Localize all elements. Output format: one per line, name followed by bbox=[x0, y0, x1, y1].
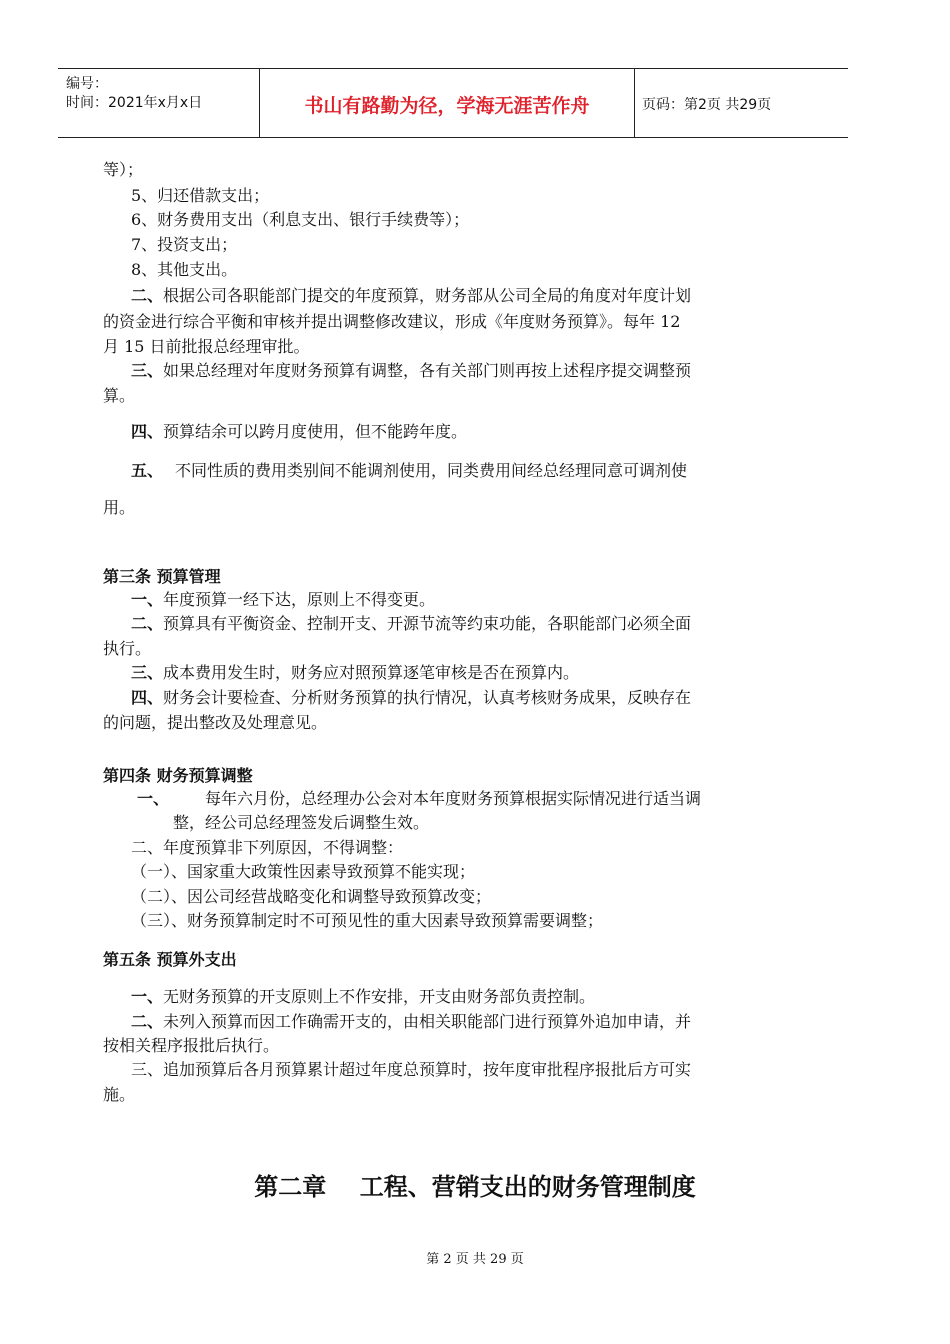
paragraph-line: 的问题，提出整改及处理意见。 bbox=[103, 713, 328, 732]
section-title: 第五条 预算外支出 bbox=[103, 950, 237, 969]
paragraph-line bbox=[131, 588, 435, 612]
paragraph-line bbox=[131, 661, 579, 685]
item-number: 二、 bbox=[131, 1012, 164, 1031]
paragraph-line: 执行。 bbox=[103, 639, 152, 658]
paragraph-line: 的资金进行综合平衡和审核并提出调整修改建议，形成《年度财务预算》。每年 12 bbox=[103, 312, 681, 331]
paragraph-line bbox=[131, 612, 691, 636]
chapter-title: 第二章 工程、营销支出的财务管理制度 bbox=[254, 1172, 696, 1201]
paragraph-line bbox=[131, 284, 691, 308]
item-number: 三、 bbox=[131, 361, 164, 380]
item-number: 一、 bbox=[131, 590, 164, 609]
paragraph-line: 二、年度预算非下列原因，不得调整： bbox=[131, 838, 404, 857]
item-text: 财务会计要检查、分析财务预算的执行情况，认真考核财务成果，反映存在 bbox=[163, 688, 692, 707]
item-number: 五、 bbox=[131, 461, 164, 480]
item-text: 预算结余可以跨月度使用，但不能跨年度。 bbox=[163, 422, 468, 441]
paragraph-line: （一）、国家重大政策性因素导致预算不能实现； bbox=[131, 862, 476, 881]
paragraph-line: （三）、财务预算制定时不可预见性的重大因素导致预算需要调整； bbox=[131, 911, 604, 930]
paragraph-line bbox=[131, 459, 687, 483]
item-text: 根据公司各职能部门提交的年度预算，财务部从公司全局的角度对年度计划 bbox=[163, 286, 692, 305]
paragraph-line: 7、投资支出； bbox=[131, 235, 238, 254]
paragraph-line: 8、其他支出。 bbox=[131, 260, 238, 279]
item-number: 四、 bbox=[131, 422, 164, 441]
header-info-cell bbox=[58, 69, 259, 137]
motto: 书山有路勤为径，学海无涯苦作舟 bbox=[304, 95, 590, 117]
time-label: 时间：2021年x月x日 bbox=[66, 95, 203, 111]
item-number: 四、 bbox=[131, 688, 164, 707]
paragraph-line: 6、财务费用支出（利息支出、银行手续费等）； bbox=[131, 210, 470, 229]
header-page-cell bbox=[634, 69, 848, 137]
item-number: 一、 bbox=[137, 789, 170, 808]
page-number-label: 页码：第2页 共29页 bbox=[642, 97, 772, 113]
paragraph-line: 整，经公司总经理签发后调整生效。 bbox=[173, 813, 430, 832]
paragraph-line bbox=[131, 420, 467, 444]
paragraph-line: （二）、因公司经营战略变化和调整导致预算改变； bbox=[131, 887, 492, 906]
item-text: 未列入预算而因工作确需开支的，由相关职能部门进行预算外追加申请，并 bbox=[163, 1012, 692, 1031]
item-text: 预算具有平衡资金、控制开支、开源节流等约束功能，各职能部门必须全面 bbox=[163, 614, 692, 633]
paragraph-line bbox=[137, 787, 701, 811]
item-number: 三、 bbox=[131, 663, 164, 682]
item-number: 二、 bbox=[131, 614, 164, 633]
paragraph-line bbox=[131, 985, 595, 1009]
section-title: 第三条 预算管理 bbox=[103, 567, 221, 586]
paragraph-line: 施。 bbox=[103, 1085, 136, 1104]
paragraph-line bbox=[131, 1010, 691, 1034]
paragraph-line: 算。 bbox=[103, 386, 136, 405]
paragraph-line bbox=[131, 686, 691, 710]
item-number: 二、 bbox=[131, 286, 164, 305]
item-text: 无财务预算的开支原则上不作安排，开支由财务部负责控制。 bbox=[163, 987, 596, 1006]
paragraph-line: 月 15 日前批报总经理审批。 bbox=[103, 337, 310, 356]
header-motto-cell bbox=[259, 69, 635, 137]
paragraph-line: 5、归还借款支出； bbox=[131, 186, 270, 205]
page-footer: 第 2 页 共 29 页 bbox=[426, 1252, 524, 1267]
paragraph-line: 三、追加预算后各月预算累计超过年度总预算时，按年度审批程序报批后方可实 bbox=[131, 1060, 692, 1079]
paragraph-line: 等）； bbox=[103, 160, 144, 179]
page-header bbox=[58, 68, 848, 138]
paragraph-line: 用。 bbox=[103, 498, 136, 517]
paragraph-line: 按相关程序报批后执行。 bbox=[103, 1036, 280, 1055]
paragraph-line bbox=[131, 359, 691, 383]
item-number: 一、 bbox=[131, 987, 164, 1006]
number-label: 编号： bbox=[66, 76, 108, 92]
item-text: 年度预算一经下达，原则上不得变更。 bbox=[163, 590, 436, 609]
section-title: 第四条 财务预算调整 bbox=[103, 766, 253, 785]
item-text: 不同性质的费用类别间不能调剂使用，同类费用间经总经理同意可调剂使 bbox=[175, 461, 688, 480]
item-text: 每年六月份，总经理办公会对本年度财务预算根据实际情况进行适当调 bbox=[205, 789, 702, 808]
item-text: 如果总经理对年度财务预算有调整，各有关部门则再按上述程序提交调整预 bbox=[163, 361, 692, 380]
item-text: 成本费用发生时，财务应对照预算逐笔审核是否在预算内。 bbox=[163, 663, 580, 682]
